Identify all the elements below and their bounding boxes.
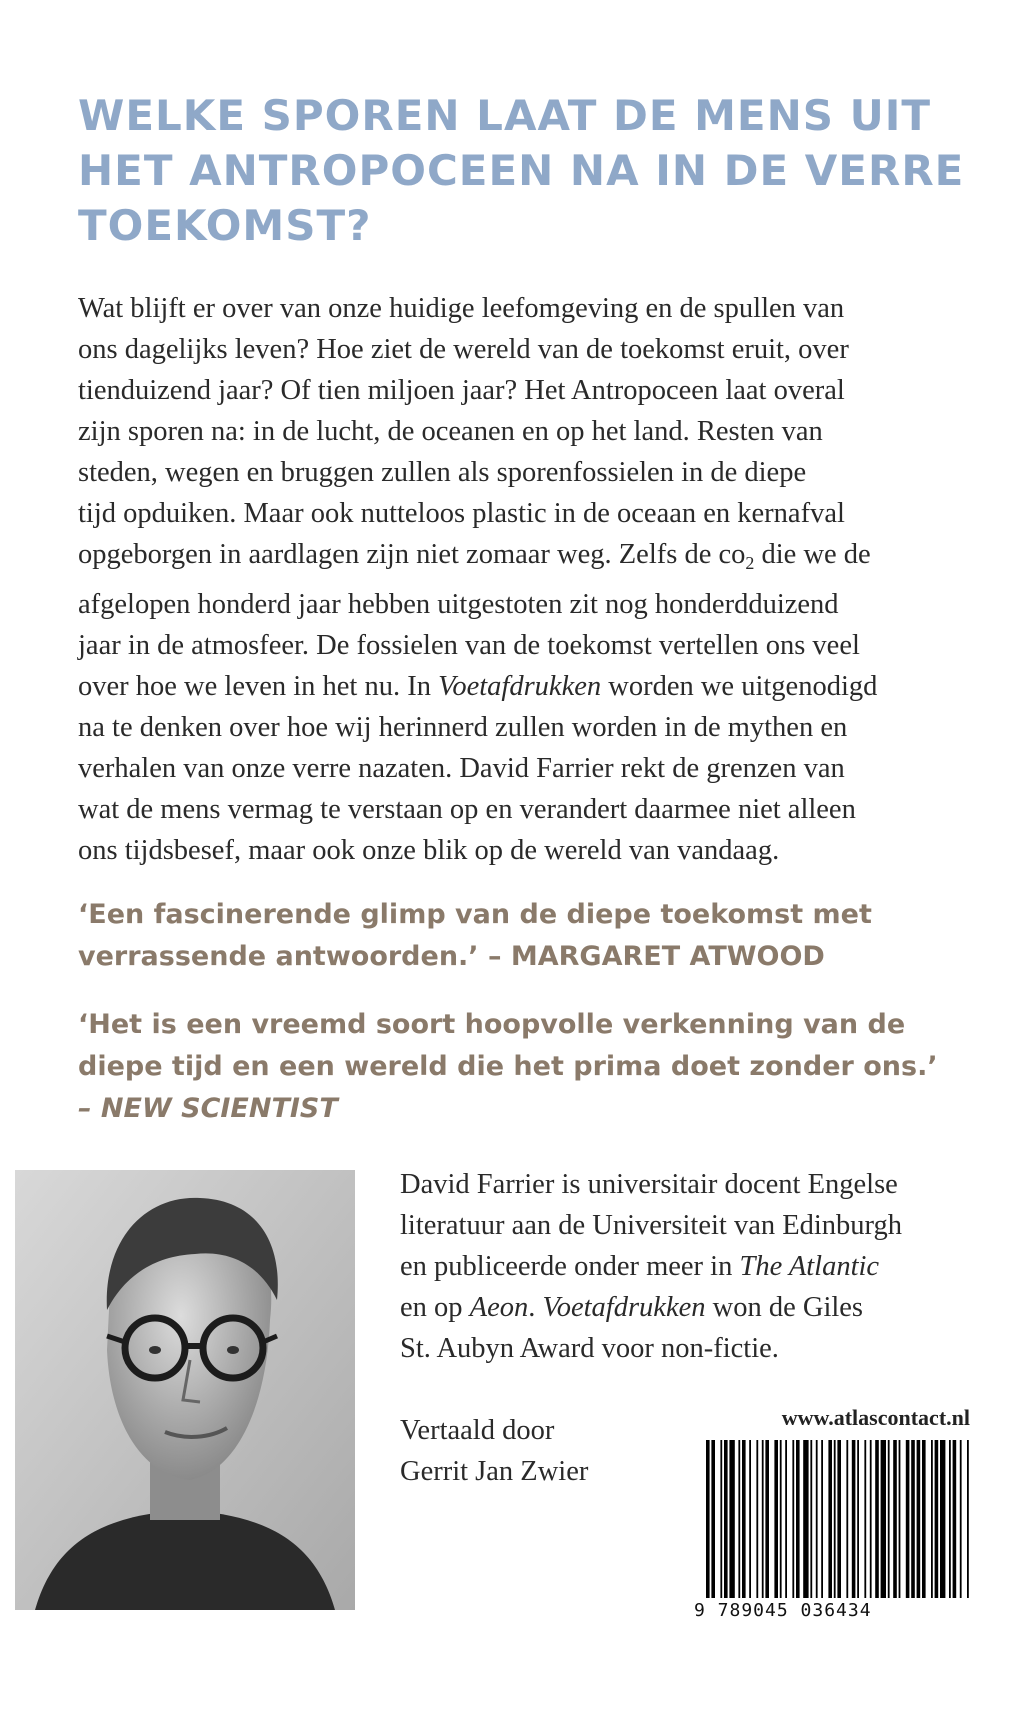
barcode-bar: [720, 1440, 722, 1598]
barcode-bar: [940, 1440, 945, 1598]
barcode-bar: [762, 1440, 764, 1598]
translator-name: Gerrit Jan Zwier: [400, 1456, 589, 1487]
barcode-bar: [864, 1440, 866, 1598]
barcode-bar: [852, 1440, 856, 1598]
barcode-bar: [774, 1440, 778, 1598]
barcode-bar: [749, 1440, 751, 1598]
barcode-bar: [785, 1440, 787, 1598]
publisher-website[interactable]: www.atlascontact.nl: [781, 1405, 970, 1430]
barcode-bar: [953, 1440, 957, 1598]
barcode-bar: [724, 1440, 728, 1598]
isbn-barcode: [704, 1440, 972, 1598]
bio-line: [400, 1287, 1000, 1328]
blurb-text: opgeborgen in aardlagen zijn niet zomaar weg. Zelfs de co: [78, 539, 746, 570]
barcode-bar: [792, 1440, 794, 1598]
barcode-bar: [931, 1440, 933, 1598]
barcode-bar: [803, 1440, 808, 1598]
book-title: Voetafdrukken: [438, 671, 602, 702]
barcode-bar: [821, 1440, 823, 1598]
barcode-bar: [875, 1440, 879, 1598]
blurb-line: ons dagelijks leven? Hoe ziet de wereld van de toekomst eruit, over: [78, 334, 849, 365]
quote-line: ‘Een fascinerende glimp van de diepe toekomst met: [78, 899, 872, 930]
barcode-bar: [881, 1440, 886, 1598]
publication-title: Aeon: [469, 1292, 529, 1323]
blurb-text: over hoe we leven in het nu. In: [78, 671, 439, 702]
barcode-bar: [756, 1440, 758, 1598]
barcode-bar: [742, 1440, 746, 1598]
bio-text: en op: [400, 1292, 470, 1323]
author-photo: [15, 1170, 355, 1610]
blurb-text: die we de: [754, 539, 871, 570]
barcode-bar: [810, 1440, 812, 1598]
blurb-line: Wat blijft er over van onze huidige leefomgeving en de spullen van: [78, 293, 845, 324]
barcode-bar: [899, 1440, 901, 1598]
bio-line: [400, 1246, 1000, 1287]
blurb-line: [78, 534, 958, 584]
blurb-line: tijd opduiken. Maar ook nutteloos plastic in de oceaan en kernafval: [78, 498, 845, 529]
bio-text: won de Giles: [705, 1292, 864, 1323]
headline-line-2: HET ANTROPOCEEN NA IN DE VERRE: [78, 146, 965, 195]
author-portrait-image: [15, 1170, 355, 1610]
blurb-text: worden we uitgenodigd: [601, 671, 878, 702]
quote-source: – NEW SCIENTIST: [78, 1093, 338, 1124]
barcode-bar: [935, 1440, 939, 1598]
publication-title: The Atlantic: [739, 1251, 880, 1282]
barcode-bar: [911, 1440, 915, 1598]
bio-line: David Farrier is universitair docent Engelse: [400, 1169, 898, 1200]
blurb-line: jaar in de atmosfeer. De fossielen van de toekomst vertellen ons veel: [78, 630, 860, 661]
barcode-bar: [828, 1440, 832, 1598]
barcode-bar: [949, 1440, 951, 1598]
barcode-bar: [870, 1440, 872, 1598]
barcode-bar: [796, 1440, 800, 1598]
quote-line: ‘Het is een vreemd soort hoopvolle verkenning van de: [78, 1009, 906, 1040]
blurb-line: verhalen van onze verre nazaten. David Farrier rekt de grenzen van: [78, 753, 845, 784]
blurb-line: ons tijdsbesef, maar ook onze blik op de wereld van vandaag.: [78, 835, 780, 866]
quote-line: verrassende antwoorden.’ – MARGARET ATWOOD: [78, 941, 825, 972]
barcode-bar: [738, 1440, 740, 1598]
blurb-line: steden, wegen en bruggen zullen als sporenfossielen in de diepe: [78, 457, 807, 488]
headline: [78, 88, 965, 253]
barcode-bar: [706, 1440, 710, 1598]
barcode-bar: [893, 1440, 897, 1598]
barcode-bar: [834, 1440, 836, 1598]
barcode-bar: [967, 1440, 969, 1598]
blurb-line: wat de mens vermag te verstaan op en verandert daarmee niet alleen: [78, 794, 856, 825]
barcode-bar: [888, 1440, 890, 1598]
barcode-bar: [857, 1440, 859, 1598]
bio-text: .: [528, 1292, 543, 1323]
barcode-bar: [780, 1440, 782, 1598]
translator-label: Vertaald door: [400, 1415, 555, 1446]
barcode-bar: [711, 1440, 715, 1598]
quote-line: diepe tijd en een wereld die het prima doet zonder ons.’: [78, 1051, 938, 1082]
barcode-bar: [846, 1440, 848, 1598]
blurb-line: zijn sporen na: in de lucht, de oceanen en op het land. Resten van: [78, 416, 823, 447]
bio-line: St. Aubyn Award voor non-fictie.: [400, 1333, 779, 1364]
blurb-line: [78, 666, 958, 707]
barcode-bar: [765, 1440, 769, 1598]
blurb-line: afgelopen honderd jaar hebben uitgestoten zit nog honderdduizend: [78, 589, 839, 620]
barcode-bar: [922, 1440, 926, 1598]
headline-line-3: TOEKOMST?: [78, 201, 372, 250]
blurb-line: tienduizend jaar? Of tien miljoen jaar? Het Antropoceen laat overal: [78, 375, 845, 406]
translator-credit: [400, 1410, 700, 1492]
quote-atwood: [78, 894, 958, 978]
author-bio: [400, 1164, 1000, 1369]
quote-new-scientist: [78, 1004, 958, 1130]
bio-text: en publiceerde onder meer in: [400, 1251, 740, 1282]
bio-line: literatuur aan de Universiteit van Edinburgh: [400, 1210, 903, 1241]
blurb: [78, 288, 958, 871]
book-title: Voetafdrukken: [542, 1292, 706, 1323]
headline-line-1: WELKE SPOREN LAAT DE MENS UIT: [78, 91, 932, 140]
barcode-bar: [917, 1440, 921, 1598]
isbn-number: 9 789045 036434: [694, 1600, 872, 1621]
barcode-bar: [906, 1440, 910, 1598]
blurb-line: na te denken over hoe wij herinnerd zullen worden in de mythen en: [78, 712, 848, 743]
barcode-bar: [960, 1440, 962, 1598]
barcode-bar: [816, 1440, 818, 1598]
barcode-bar: [837, 1440, 841, 1598]
barcode-bar: [729, 1440, 734, 1598]
co2-subscript: 2: [745, 553, 755, 573]
